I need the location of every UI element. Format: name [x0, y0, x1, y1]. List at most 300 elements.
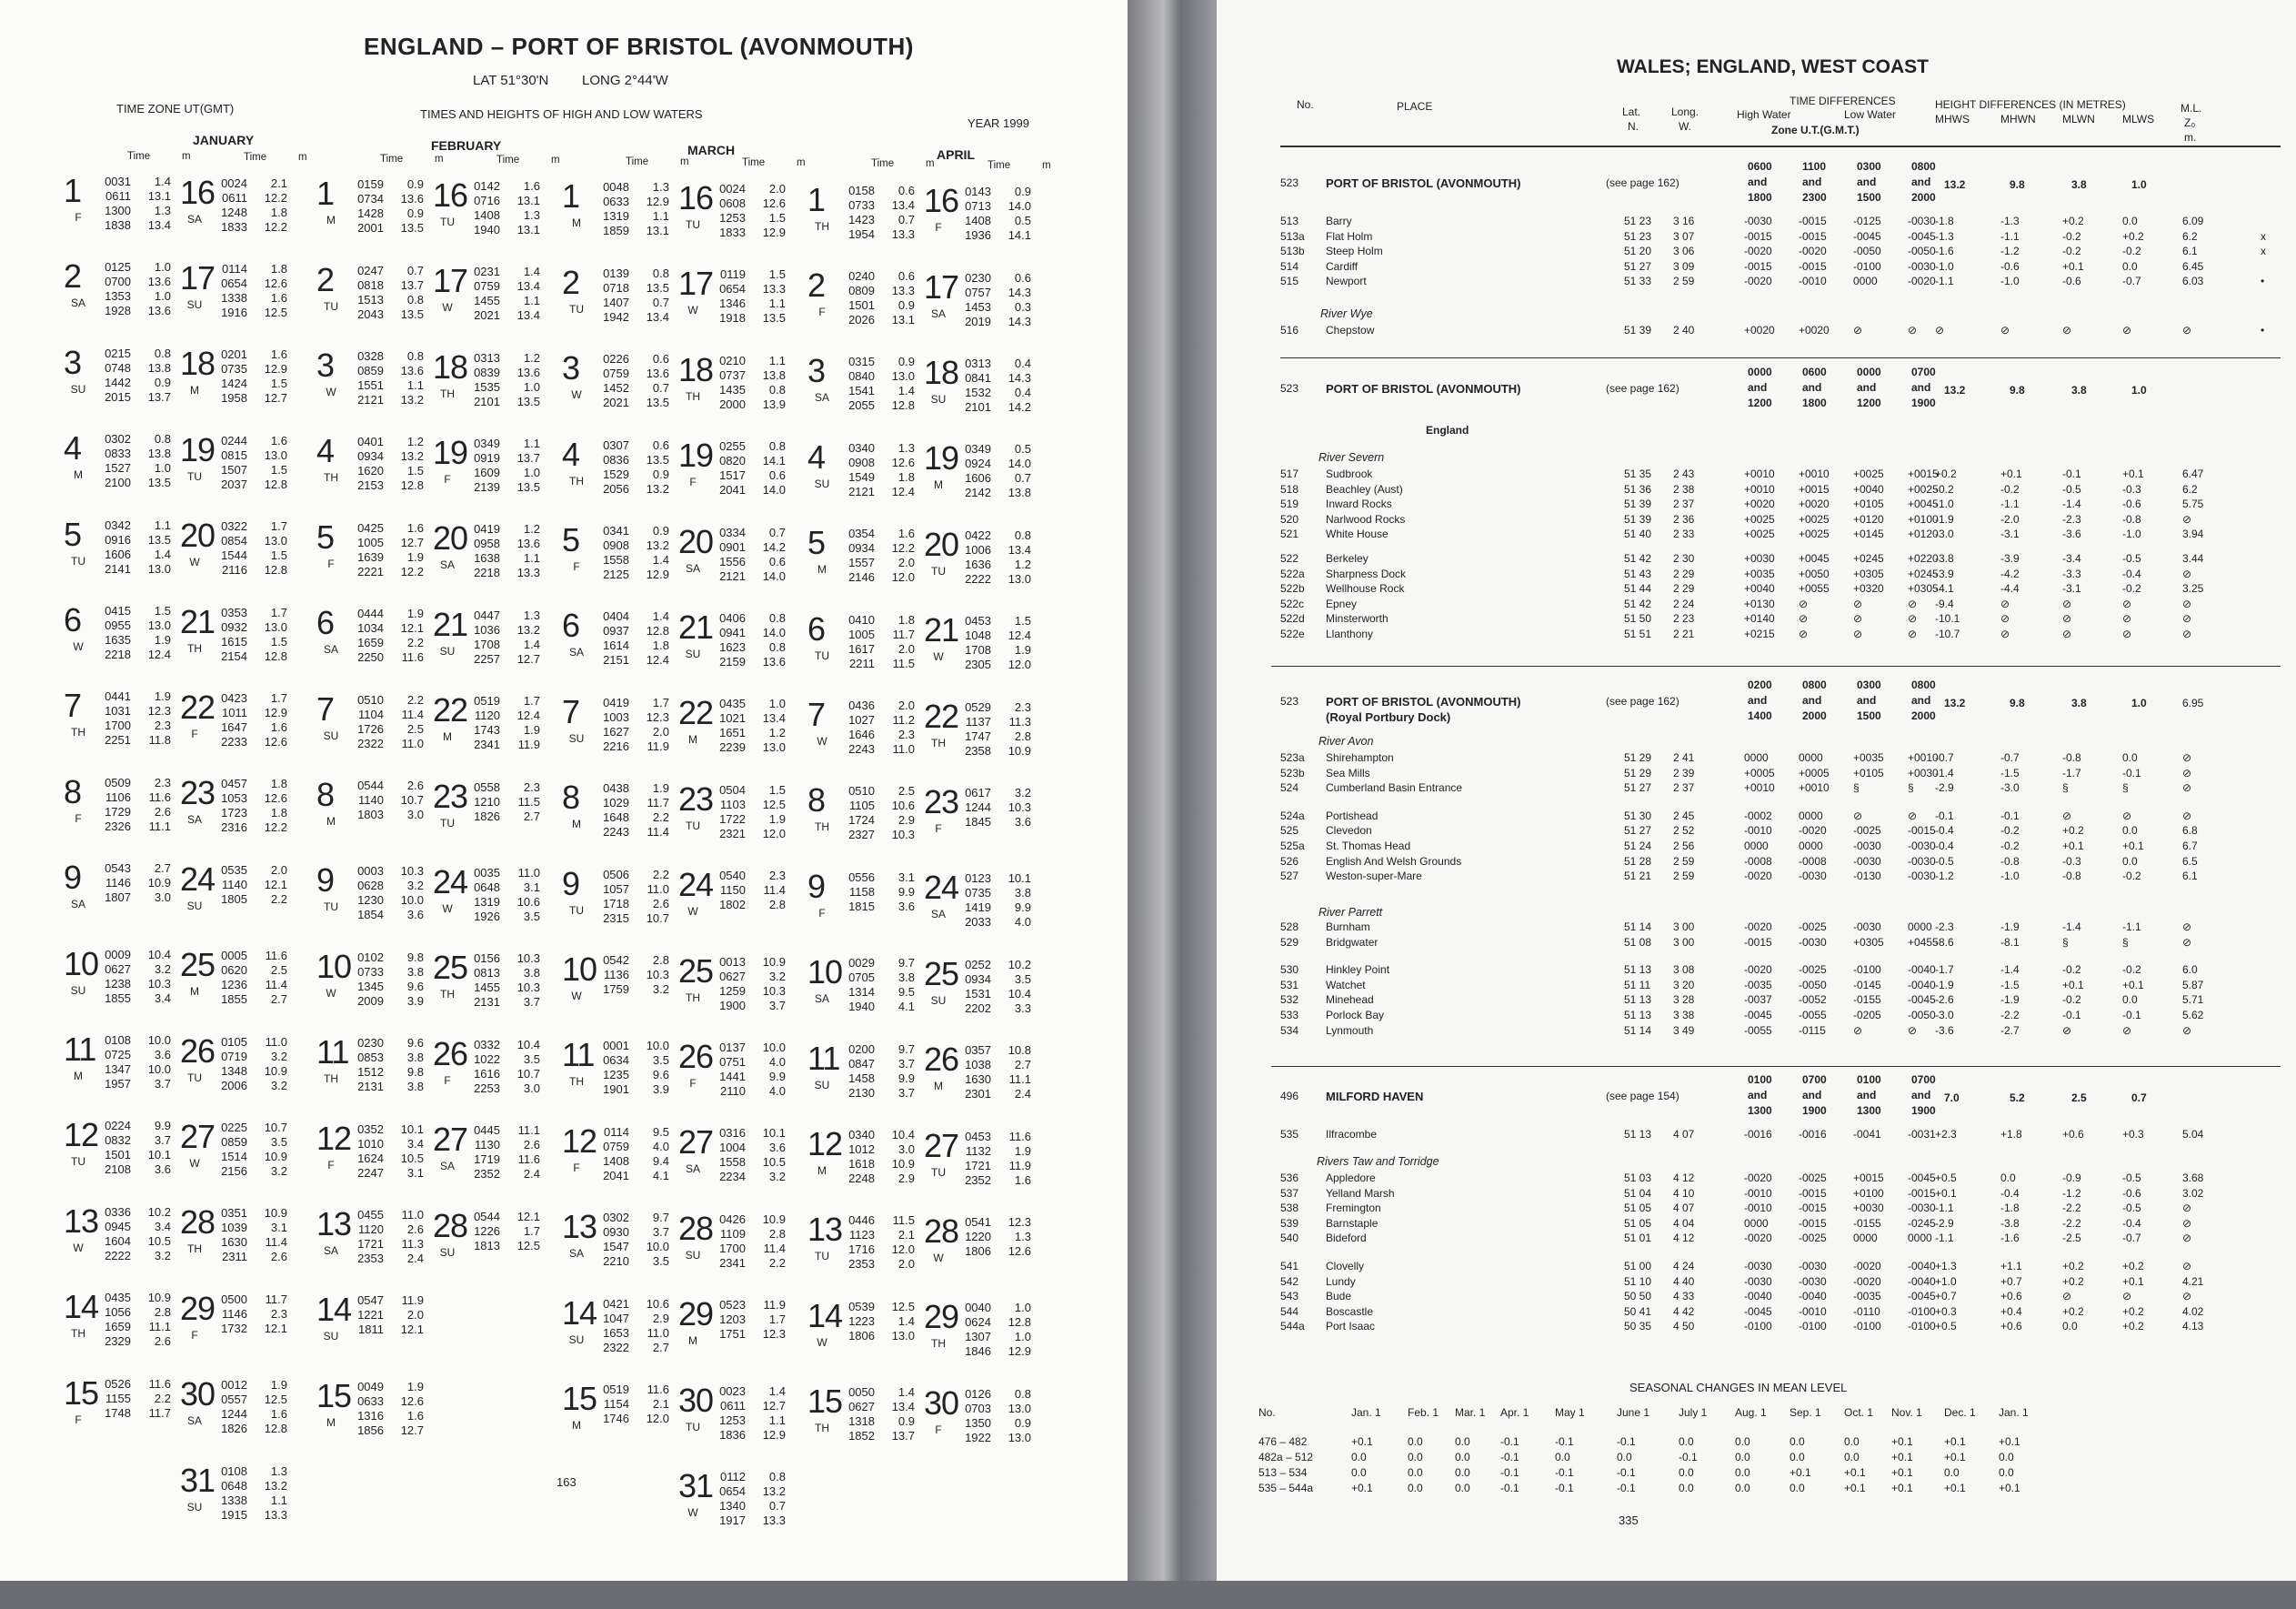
day-number: 8	[562, 779, 580, 817]
day-number: 13	[807, 1211, 843, 1249]
time-difference: -0040	[1744, 1290, 1772, 1303]
height-value: 12.9	[1008, 1344, 1031, 1359]
height-difference: -3.8	[2000, 1216, 2020, 1230]
height-value: 2.4	[406, 1252, 424, 1265]
time-difference: 0000	[1799, 751, 1823, 764]
height-value: 0.9	[897, 298, 915, 312]
place-name: Flat Holm	[1326, 229, 1373, 243]
standard-time: 2300	[1802, 191, 1827, 204]
time-value: 2130	[848, 1085, 875, 1100]
height-value: 10.3	[891, 828, 915, 842]
height-value: 12.5	[264, 306, 287, 319]
height-difference: -2.3	[2062, 512, 2081, 526]
time-value: 2041	[603, 1168, 629, 1182]
section-rule	[1280, 357, 2281, 358]
height-value: 10.3	[400, 864, 424, 879]
time-value: 1221	[357, 1308, 384, 1322]
time-value: 1729	[105, 804, 131, 819]
col-mhwn: MHWN	[2000, 113, 2036, 126]
row-number: 526	[1280, 854, 1299, 868]
time-value: 2015	[105, 389, 131, 404]
times	[455, 1038, 500, 1096]
height-difference: -2.2	[2062, 1202, 2081, 1215]
time-difference: -0020	[1744, 870, 1772, 883]
time-value: 0342	[105, 518, 131, 532]
standard-height: 13.2	[1944, 697, 1966, 709]
height-difference: 0.0	[2122, 824, 2138, 838]
weekday: TU	[569, 903, 584, 917]
place-name: Sharpness Dock	[1326, 567, 1407, 580]
place-name: Narlwood Rocks	[1326, 512, 1406, 526]
heights	[882, 1213, 915, 1272]
height-difference: +0.1	[2122, 468, 2144, 480]
heights	[637, 266, 669, 325]
time-value: 1424	[221, 377, 247, 391]
see-page: (see page 162)	[1606, 176, 1679, 189]
height-value: 13.0	[147, 618, 171, 632]
heights	[507, 1038, 540, 1096]
height-value: 1.7	[270, 605, 287, 619]
height-value: 13.4	[646, 309, 669, 324]
time-value: 2341	[474, 738, 500, 752]
heights	[138, 861, 171, 905]
weekday: TU	[187, 1071, 202, 1084]
row-number: 513b	[1280, 245, 1305, 257]
times	[584, 696, 629, 754]
height-value: 12.8	[264, 649, 287, 663]
longitude: 4 07	[1673, 1128, 1695, 1141]
height-value: 2.7	[652, 1340, 669, 1354]
seasonal-cell: 0.0	[1735, 1482, 1750, 1494]
time-value: 1004	[719, 1141, 746, 1155]
time-value: 0937	[603, 624, 629, 639]
height-value: 10.3	[646, 968, 669, 981]
longitude: 2 37	[1673, 498, 1695, 511]
day-number: 1	[64, 172, 82, 209]
mean-level: ⊘	[2182, 597, 2192, 610]
standard-time: and	[1857, 176, 1877, 188]
time-value: 0859	[357, 364, 384, 377]
seasonal-cell: +0.1	[1944, 1451, 1966, 1463]
weekday: M	[326, 815, 336, 828]
time-value: 0313	[474, 350, 500, 365]
time-difference: -0020	[1799, 245, 1827, 257]
time-difference: +0105	[1853, 498, 1884, 511]
height-value: 12.5	[264, 1393, 287, 1407]
time-difference: -0015	[1799, 229, 1827, 243]
times	[829, 269, 875, 327]
latitude: 51 13	[1624, 1128, 1652, 1141]
standard-time: 1400	[1748, 709, 1772, 722]
heights	[637, 609, 669, 668]
heights	[391, 435, 424, 493]
day-number: 20	[180, 517, 216, 555]
time-value: 1558	[719, 1155, 746, 1170]
row-number: 531	[1280, 978, 1299, 991]
height-value: 13.3	[516, 566, 540, 580]
height-difference: -0.5	[2122, 552, 2141, 565]
time-difference: ⊘	[1853, 628, 1863, 640]
height-value: 0.8	[406, 349, 424, 363]
time-value: 0853	[357, 1051, 384, 1065]
time-value: 1244	[221, 1407, 247, 1422]
seasonal-cell: 0.0	[1790, 1482, 1805, 1494]
height-value: 11.3	[1008, 714, 1031, 729]
time-value: 1541	[848, 384, 875, 398]
standard-time: 1500	[1857, 709, 1881, 722]
heights	[637, 438, 669, 497]
weekday: TH	[324, 1072, 338, 1086]
heights	[998, 271, 1031, 329]
day-number: 15	[316, 1376, 352, 1414]
height-difference: -10.1	[1935, 612, 1960, 626]
time-value: 2121	[357, 393, 384, 407]
mean-level: ⊘	[2182, 781, 2192, 795]
times	[700, 611, 746, 669]
row-number: 525a	[1280, 840, 1305, 852]
height-value: 13.7	[516, 451, 540, 465]
time-value: 1340	[719, 1499, 746, 1513]
times	[829, 699, 875, 757]
height-value: 3.8	[1014, 886, 1031, 900]
height-difference: -3.6	[2062, 528, 2081, 541]
seasonal-cell: +0.1	[1891, 1435, 1913, 1448]
time-value: 2139	[474, 480, 500, 494]
time-value: 2239	[719, 740, 746, 755]
heights	[637, 868, 669, 926]
seasonal-cell: +0.1	[1891, 1451, 1913, 1463]
heights	[507, 351, 540, 409]
times	[584, 1383, 629, 1426]
height-difference: -0.8	[2122, 512, 2141, 526]
heights	[998, 786, 1031, 830]
standard-time: 1900	[1911, 1104, 1936, 1117]
height-value: 13.4	[762, 711, 786, 726]
time-value: 1556	[719, 554, 746, 568]
height-value: 9.7	[897, 956, 915, 970]
time-difference: -0015	[1908, 824, 1936, 838]
longitude: 2 52	[1673, 824, 1695, 838]
height-value: 12.0	[646, 1412, 669, 1425]
time-value: 0142	[474, 178, 500, 193]
time-value: 0713	[965, 199, 991, 214]
height-difference: +1.8	[2000, 1128, 2022, 1141]
latitude: 50 35	[1624, 1320, 1652, 1333]
height-value: 13.3	[891, 284, 915, 297]
height-difference: -1.5	[2000, 766, 2020, 779]
time-value: 2218	[105, 648, 131, 661]
time-difference: -0030	[1908, 870, 1936, 883]
time-difference: +0010	[1908, 751, 1939, 764]
height-difference: -0.2	[2122, 582, 2141, 596]
longitude: 2 21	[1673, 628, 1695, 640]
time-value: 0422	[965, 528, 991, 542]
times	[946, 1301, 991, 1359]
height-value: 1.3	[1014, 1230, 1031, 1243]
time-value: 0210	[719, 353, 746, 367]
weekday: W	[817, 735, 827, 748]
height-value: 1.6	[406, 520, 424, 535]
height-value: 9.9	[768, 1070, 786, 1083]
height-value: 10.2	[147, 1204, 171, 1219]
latitude: 51 40	[1624, 528, 1652, 541]
height-value: 11.6	[401, 650, 424, 665]
height-value: 11.6	[1008, 1129, 1031, 1143]
height-difference: +0.2	[2062, 1274, 2084, 1288]
height-value: 14.0	[762, 568, 786, 583]
longitude: 2 37	[1673, 781, 1695, 795]
section-label: Rivers Taw and Torridge	[1317, 1155, 1439, 1168]
heights	[138, 175, 171, 233]
time-value: 1137	[966, 714, 991, 729]
time-value: 0654	[719, 1484, 746, 1498]
time-difference: ⊘	[1853, 809, 1863, 822]
day-number: 27	[678, 1123, 714, 1161]
weekday: W	[687, 1506, 698, 1519]
mean-level: 6.0	[2182, 963, 2198, 977]
time-difference: +0220	[1908, 552, 1939, 565]
heights	[637, 180, 669, 238]
heights	[391, 1036, 424, 1094]
time-difference: -0020	[1744, 920, 1772, 933]
weekday: SA	[186, 212, 202, 226]
time-value: 0735	[965, 886, 991, 900]
height-value: 11.8	[148, 733, 171, 748]
height-difference: -1.0	[2000, 870, 2020, 883]
time-value: 0836	[603, 452, 629, 467]
heights	[391, 177, 424, 236]
time-difference: -0041	[1853, 1128, 1881, 1141]
height-value: 11.1	[517, 1123, 540, 1138]
scan-edge	[0, 1581, 2296, 1609]
height-difference: ⊘	[2122, 324, 2132, 337]
standard-time: 0600	[1748, 160, 1772, 173]
height-value: 13.3	[264, 1507, 287, 1522]
place-name: Bridgwater	[1326, 935, 1379, 949]
height-difference: -0.2	[2062, 993, 2081, 1007]
weekday: TH	[324, 471, 338, 485]
time-value: 1236	[221, 978, 247, 992]
times	[829, 1385, 875, 1443]
height-value: 13.2	[400, 449, 424, 464]
height-difference: -1.9	[1935, 978, 1954, 991]
height-value: 9.6	[406, 979, 424, 993]
height-value: 11.2	[892, 713, 915, 727]
time-difference: -0020	[1744, 275, 1772, 287]
time-value: 0340	[848, 1128, 875, 1141]
col-header-time: Time	[871, 158, 895, 170]
height-difference: 0.0	[2122, 854, 2138, 868]
times	[202, 262, 247, 320]
height-value: 3.2	[270, 1164, 287, 1178]
height-value: 14.0	[1008, 457, 1031, 471]
place-name: Weston-super-Mare	[1326, 870, 1422, 883]
height-value: 1.3	[523, 608, 540, 622]
heights	[391, 950, 424, 1009]
latitude: 51 35	[1624, 468, 1652, 480]
time-value: 0226	[603, 352, 629, 367]
time-value: 2101	[474, 394, 500, 408]
time-difference: -0030	[1853, 840, 1881, 852]
height-difference: -0.7	[1935, 751, 1954, 764]
time-value: 0934	[965, 971, 991, 986]
heights	[507, 780, 540, 824]
heights	[391, 864, 424, 922]
time-value: 0624	[965, 1315, 991, 1330]
height-difference: -1.1	[2000, 498, 2020, 511]
height-difference: 0.0	[2122, 259, 2138, 273]
seasonal-cell: 0.0	[1679, 1482, 1694, 1494]
times	[85, 689, 131, 748]
standard-height: 1.0	[2131, 384, 2147, 397]
height-value: 2.2	[768, 1255, 786, 1270]
time-value: 1452	[603, 381, 629, 396]
time-difference: +0035	[1744, 567, 1775, 580]
row-number: 522a	[1280, 567, 1305, 580]
time-value: 0654	[221, 277, 247, 290]
height-value: 14.3	[1008, 314, 1031, 328]
col-header-m: m	[926, 158, 935, 170]
height-value: 1.3	[897, 440, 915, 455]
longitude: 4 10	[1673, 1186, 1695, 1200]
weekday: M	[934, 478, 943, 492]
height-value: 0.9	[406, 177, 424, 192]
height-difference: -1.2	[2062, 1186, 2081, 1200]
time-difference: 0000	[1744, 840, 1769, 852]
col-header-m: m	[551, 155, 560, 166]
longitude: 2 59	[1673, 854, 1695, 868]
height-value: 2.5	[406, 721, 424, 736]
heights	[753, 439, 786, 498]
mean-level: 6.8	[2182, 824, 2198, 838]
day-number: 20	[433, 519, 468, 558]
heights	[753, 1384, 786, 1443]
time-value: 0617	[965, 786, 991, 799]
height-difference: +0.2	[1935, 468, 1957, 480]
heights	[998, 1043, 1031, 1101]
height-value: 1.6	[270, 433, 287, 448]
time-difference: +0020	[1799, 324, 1830, 337]
height-value: 1.0	[1014, 1301, 1031, 1315]
time-value: 1021	[719, 711, 746, 726]
standard-time: 1800	[1748, 191, 1772, 204]
time-value: 1807	[105, 890, 131, 905]
height-difference: -2.3	[1935, 920, 1954, 933]
height-value: 1.1	[523, 551, 540, 566]
time-value: 0634	[603, 1053, 629, 1068]
height-value: 14.2	[762, 539, 786, 554]
time-value: 0302	[105, 432, 131, 447]
height-value: 13.3	[762, 1513, 786, 1527]
height-difference: +0.6	[2000, 1320, 2022, 1333]
time-value: 1917	[719, 1513, 746, 1527]
time-value: 1630	[965, 1072, 991, 1087]
time-value: 1316	[357, 1408, 384, 1423]
times	[202, 1206, 247, 1264]
time-value: 0315	[848, 355, 875, 369]
height-value: 10.9	[264, 1063, 287, 1078]
month-february: FEBRUARY	[431, 138, 502, 153]
times	[202, 1035, 247, 1093]
height-difference: -0.1	[2062, 1009, 2081, 1021]
col-header-time: Time	[380, 153, 404, 165]
height-difference: -0.2	[2122, 245, 2141, 257]
height-value: 13.5	[762, 311, 786, 326]
height-value: 13.8	[762, 367, 786, 382]
latitude: 51 24	[1624, 840, 1652, 852]
latitude: 51 29	[1624, 751, 1652, 764]
time-value: 1558	[603, 553, 629, 567]
height-value: 11.6	[148, 789, 171, 804]
height-difference: -1.4	[2000, 963, 2020, 977]
day-number: 12	[316, 1119, 352, 1157]
height-difference: -1.1	[1935, 275, 1954, 287]
row-number: 513	[1280, 215, 1299, 227]
weekday: W	[73, 640, 84, 653]
height-difference: -0.2	[2062, 963, 2081, 977]
time-value: 1957	[105, 1077, 131, 1091]
height-difference: -2.2	[2000, 1009, 2020, 1021]
height-value: 1.9	[154, 633, 171, 647]
height-difference: +0.4	[2000, 1304, 2022, 1318]
height-value: 3.2	[406, 879, 424, 893]
subtitle: TIMES AND HEIGHTS OF HIGH AND LOW WATERS	[420, 107, 703, 121]
height-value: 0.6	[1014, 270, 1031, 285]
standard-port-number: 523	[1280, 382, 1299, 395]
time-value: 2353	[848, 1257, 875, 1272]
height-value: 13.8	[1008, 486, 1031, 500]
day-number: 8	[807, 781, 826, 820]
row-number: 524	[1280, 781, 1299, 795]
time-value: 0159	[357, 177, 384, 192]
time-difference: -0030	[1908, 854, 1936, 868]
times	[584, 524, 629, 582]
row-number: 516	[1280, 324, 1299, 337]
time-value: 1813	[474, 1238, 500, 1252]
height-value: 12.1	[400, 621, 424, 636]
height-value: 3.8	[406, 964, 424, 979]
height-difference: +0.6	[2000, 1290, 2022, 1303]
time-difference: -0015	[1799, 215, 1827, 227]
weekday: M	[326, 214, 336, 227]
height-value: 11.6	[265, 949, 287, 963]
time-value: 0201	[221, 347, 247, 362]
height-difference: §	[2062, 781, 2069, 795]
time-value: 0354	[848, 527, 875, 541]
time-value: 1253	[719, 211, 746, 225]
height-difference: ⊘	[2062, 1290, 2072, 1303]
height-value: 9.9	[1014, 900, 1031, 915]
height-value: 11.9	[401, 1293, 424, 1308]
row-number: 530	[1280, 963, 1299, 977]
longitude: 2 39	[1673, 766, 1695, 779]
day-number: 24	[180, 860, 216, 898]
day-number: 14	[316, 1291, 352, 1329]
times	[338, 177, 384, 236]
weekday: TU	[71, 1155, 85, 1169]
standard-time: and	[1748, 176, 1768, 188]
height-difference: -0.2	[2000, 482, 2020, 496]
times	[338, 435, 384, 493]
longitude: 3 49	[1673, 1023, 1695, 1037]
height-value: 1.9	[154, 689, 171, 704]
height-difference: -1.1	[2122, 920, 2141, 933]
height-value: 1.5	[270, 548, 287, 563]
time-value: 2055	[848, 398, 875, 413]
time-difference: ⊘	[1799, 628, 1809, 640]
height-value: 12.5	[516, 1238, 540, 1252]
heights	[753, 1126, 786, 1184]
